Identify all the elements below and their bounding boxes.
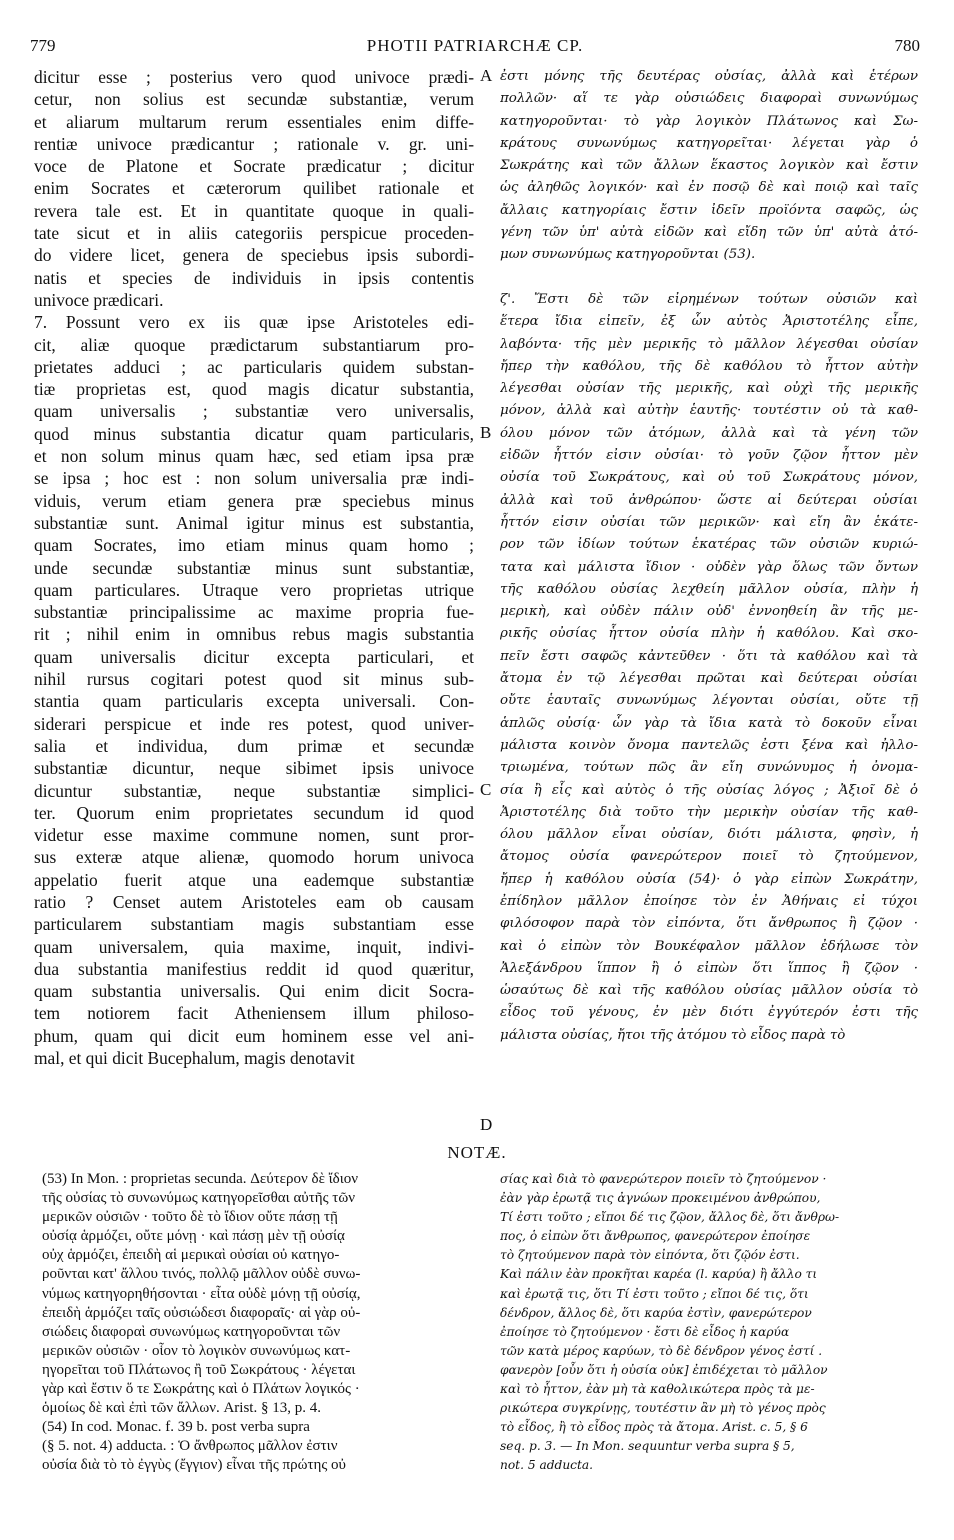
text-line: Τί ἐστι τοῦτο ; εἴποι δέ τις ζῷον, ἄλλος δὲ, ὅτι ἄνθρω- [500,1210,840,1225]
text-line: πος, ὁ εἰπὼν ὅτι ἄνθρωπος, φανερώτερον ἐποίησε [500,1229,811,1244]
text-line: appelatio fuerit atque una eademque substantiæ [34,869,474,890]
text-line: voce de Platone et Socrate prædicatur ; dicitur [34,156,474,177]
text-line: μερικῶν οὐσιῶν · τοῦτο δὲ τὸ ἴδιον οὔτε πάσῃ τῇ [42,1209,338,1226]
text-line: univoce prædicari. [34,289,164,310]
text-line: rit ; nihil enim in omnibus rebus magis substantia [34,624,474,645]
text-line: μόνον, ἀλλὰ καὶ αὐτὴν ἑαυτῆς· τουτέστιν οὐ τὰ καθ- [500,403,918,419]
text-line: et aliarum multarum rerum essentiales enim diffe- [34,111,474,132]
text-line: οὔτε ἑαυταῖς συνωνύμως λέγονται οὐσίαι, οὔτε τῇ [500,693,918,709]
greek-column [500,66,918,1047]
text-line: tem notiorem facit Atheniensem illum philoso- [34,1003,474,1024]
text-line: ζ'. Ἔστι δὲ τῶν εἰρημένων τούτων οὐσιῶν καὶ [500,291,918,307]
text-line: not. 5 adducta. [500,1458,594,1473]
text-line: τῶν κατὰ μέρος καρύων, τὸ δὲ δένδρον γένος ἐστί . [500,1343,823,1358]
text-line: ratio ? Censet autem Aristoteles eam ob causam [34,891,474,912]
text-line: ροῦνται κατ' ἄλλου τινός, πολλῷ μᾶλλον οὐδὲ συνω- [42,1266,361,1283]
text-line: ἐποίησε τὸ ζητούμενον · ἔστι δὲ εἶδος ἡ καρύα [500,1324,790,1339]
notes-left-column [42,1170,472,1476]
text-line: τὸ εἶδος, ἢ τὸ εἶδος πρὸς τὰ ἄτομα. Arist. c. 5, § 6 [500,1420,808,1435]
text-line: γένη τῶν ὑπ' αὐτὰ εἰδῶν καὶ εἴδη τῶν ὑπ' αὐτὰ ἀτό- [500,225,918,241]
text-line: ὡς ἀληθῶς λογικόν· καὶ ἐν ποσῷ δὲ καὶ ποιῷ καὶ ταῖς [500,180,918,196]
text-line: prietates adduci ; ac particularis quidem substan- [34,356,474,377]
text-line: μων συνωνύμως κατηγοροῦνται (53). [500,247,756,263]
text-line: ἐὰν γὰρ ἐρωτᾷ τις ἀγνώων προκειμένου ἀνθρώπου, [500,1191,821,1206]
text-line: μερικὴ, καὶ οὐδὲν πάλιν οὐδ' ἐννοηθείη ἂν τῆς με- [500,604,918,620]
text-line: τῆς οὐσίας τὸ συνωνύμως κατηγορεῖσθαι αὐτῆς τῶν [42,1190,355,1207]
text-line: καὶ ὁ εἰπὼν τὸν Βουκέφαλον μᾶλλον ἐδήλωσε τὸν [500,938,918,954]
text-line: οὐσία διὰ τὸ τὸ ἐγγὺς (ἔγγιον) εἶναι τῆς πρώτης οὐ [42,1457,346,1474]
page-number-left: 779 [30,36,56,55]
text-line: viduis, verum etiam genera præ speciebus minus [34,490,474,511]
text-line: όλου μᾶλλον εἶναι οὐσίαν, διότι μάλιστα, φησὶν, ἡ [500,827,918,843]
text-line: πολλῶν· αἵ τε γὰρ οὐσιώδεις διαφοραὶ συνωνύμως [500,91,918,107]
text-line: φιλόσοφον παρὰ τὸν εἰπόντα, ὅτι ἄνθρωπος ἢ ζῷον · [500,916,918,932]
text-line: οὐσίᾳ ἁρμόζει, οὔτε μόνῃ · καὶ πάσῃ μὲν τῇ οὐσίᾳ [42,1228,345,1245]
text-line: ter. Quorum enim proprietates secundum id quod [34,802,474,823]
text-line: quod minus substantia dicatur quam particularis, [34,423,474,444]
text-line: quam substantia universalis. Qui enim dicit Socra- [34,981,474,1002]
text-line: enim Socrates et cæterorum quilibet rationale et [34,178,474,199]
text-line: καὶ ἐρωτᾷ τις, ὅτι Τί ἐστι τοῦτο ; εἴποι δέ τις, ὅτι [500,1286,809,1301]
text-line: quam universalem, quia maxime, inquit, indivi- [34,936,474,957]
text-line: εἶδος τοῦ γένους, ἐν μὲν διότι ἐγγύτερόν ἐστι τῆς [500,1005,918,1021]
text-line: ἄτομος οὐσία φανερώτερον ποιεῖ τὸ ζητούμενον, [500,849,918,865]
text-line: λαβόντα· τῆς μὲν μερικῆς τὸ μᾶλλον λέγεσθαι οὐσίαν [500,336,918,352]
text-line: οὐχ ἁρμόζει, ἐπειδὴ αἱ μερικαὶ οὐσίαι οὐ κατηγο- [42,1247,340,1264]
text-line: ρικῆς οὐσίας ἧττον οὐσία πλὴν ἡ καθόλου. Καὶ σκο- [500,626,918,642]
text-line: κράτους συνωνύμως κατηγορεῖται· λέγεται γὰρ ὁ [500,135,918,151]
text-line: ἀλλὰ καὶ τοῦ ἀνθρώπου· ὥστε αἱ δεύτεραι οὐσίαι [500,492,918,508]
text-line: mal, et qui dicit Bucephalum, magis denotavit [34,1048,355,1069]
page-number-right: 780 [894,36,920,55]
text-line: cit, aliæ quoque prædictarum substantiarum pro- [34,334,474,355]
text-line: seq. p. 3. — In Mon. sequuntur verba supra § 5, [500,1439,795,1454]
text-line: Σωκράτης καὶ τῶν ἄλλων ἕκαστος λογικὸν καὶ ἔστιν [500,158,918,174]
text-line: natis et species de individuis in ipsis contentis [34,267,474,288]
text-line: (54) In cod. Monac. f. 39 b. post verba supra [42,1419,310,1436]
text-line: ἤπερ τὴν καθόλου, τῆς δὲ καθόλου τὸ ἧττον αὐτὴν [500,358,918,374]
text-line: ἕτερα ἴδια εἰπεῖν, ἐξ ὧν αὐτὸς Ἀριστοτέλης εἶπε, [500,314,918,330]
text-line: nihil rursus cogitari potest quod sit minus sub- [34,669,474,690]
text-line: τῆς καθόλου οὐσίας λεχθείη μᾶλλον οὐσία, πλὴν ἡ [500,581,918,597]
text-line: quam universalis ; substantiæ vero universalis, [34,401,474,422]
text-line: ἄτομα ἐν τῷ λέγεσθαι πρῶται καὶ δεύτεραι οὐσίαι [500,671,918,687]
notes-heading: NOTÆ. [447,1143,507,1162]
text-line: εἰδῶν ἧττόν εἰσιν οὐσίαι· τὸ γοῦν ζῷον ἧττον μὲν [500,448,918,464]
text-line: ἤπερ ἡ καθόλου οὐσία (54)· ὁ γὰρ εἰπὼν Σωκράτην, [500,871,918,887]
text-line: substantiæ sunt. Animal igitur minus est substantia, [34,512,474,533]
text-line: tiæ proprietas est, quod magis dicatur substantia, [34,379,474,400]
text-line: ἐπειδὴ ἁρμόζει ταῖς οὐσιώδεσι διαφοραῖς· αἱ γὰρ οὐ- [42,1304,361,1321]
text-line: et non solum minus quam hæc, sed etiam ipsa præ [34,446,474,467]
text-line: cetur, non solius est secundæ substantiæ, verum [34,89,474,110]
text-line: ἄλλαις κατηγορίαις ἔστιν ἰδεῖν προϊόντα σαφῶς, ὡς [500,202,918,218]
text-line: ὁμοίως δὲ καὶ ἐπὶ τῶν ἄλλων. Arist. § 13, p. 4. [42,1400,321,1417]
text-line: όλου μόνον τῶν ἀτόμων, ἀλλὰ καὶ τὰ γένη τῶν [500,425,918,441]
text-line: ἁπλῶς οὐσίᾳ· ὧν γὰρ τὰ ἴδια κατὰ τὸ δοκοῦν εἶναι [500,715,918,731]
text-line: πεῖν ἔστι σαφῶς κἀντεῦθεν · ὅτι τὰ καθόλου καὶ τὰ [500,648,918,664]
text-line: ρικώτερα συγκρίνῃς, τουτέστιν ἂν μὴ τὸ γένος πρὸς [500,1401,826,1416]
text-line: ἐπίδηλον μᾶλλον ἐποίησε τὸν ἐν Ἀθήναις εἰ τύχοι [500,893,918,909]
text-line: particularem substantiam magis substantiam esse [34,914,474,935]
text-line: salia et individua, dum primæ et secundæ [34,735,474,756]
text-line: dua substantia manifestius reddit id quod quæritur, [34,958,474,979]
text-line: 7. Possunt vero ex iis quæ ipse Aristoteles edi- [34,312,474,333]
text-line: stantia quam particularis excepta universali. Con- [34,691,474,712]
text-line: φανερὸν [οὖν ὅτι ἡ οὐσία οὐκ] ἐπιδέχεται τὸ μᾶλλον [500,1362,828,1377]
text-line: Ἀλεξάνδρου ἵππον ἢ ὁ εἰπὼν ὅτι ἵππος ἢ ζῷον · [500,960,918,976]
text-line: se ipsa ; hoc est : non solum universalia præ indi- [34,468,474,489]
text-line: σία ἢ εἷς καὶ αὐτὸς ὁ τῆς οὐσίας λόγος ; Ἀξιοῖ δὲ ὁ [500,782,918,798]
text-line: (§ 5. not. 4) adducta. : Ὁ ἄνθρωπος μᾶλλον ἐστιν [42,1438,338,1455]
text-line: dicuntur substantiæ, neque substantiæ simplici- [34,780,474,801]
text-line: ρον τῶν ἰδίων τούτων ἑκατέρας τῶν οὐσιῶν κυριώ- [500,537,918,553]
text-line: unde secundæ substantiæ minus sunt substantiæ, [34,557,474,578]
text-line: ἧττόν εἰσιν οὐσίαι τῶν μερικῶν· καὶ εἴη ἂν ἑκάτε- [500,514,918,530]
text-line: revera tale est. Et in quantitate quoque in quali- [34,200,474,221]
text-line: (53) In Mon. : proprietas secunda. Δεύτερον δὲ ἴδιον [42,1171,359,1187]
text-line: μάλιστα κοινὸν ὄνομα παντελῶς ἐστι ξένα καὶ ἠλλο- [500,737,918,753]
text-line: substantiæ dicuntur, neque sibimet ipsis univoce [34,758,474,779]
text-line: tate sicut et in aliis categoriis perspicue proceden- [34,223,474,244]
margin-letter-a: A [480,66,493,85]
text-line: σίας καὶ διὰ τὸ φανερώτερον ποιεῖν τὸ ζητούμενον · [500,1172,827,1186]
text-line: videtur esse maxime commune nomen, sunt pror- [34,825,474,846]
text-line: οὐσία τοῦ Σωκράτους, καὶ οὐ τοῦ Σωκράτους μόνον, [500,470,918,486]
notes-right-column [500,1170,918,1476]
running-header [30,36,920,62]
text-line: μερικῶν οὐσιῶν · οἷον τὸ λογικὸν συνωνύμως κατ- [42,1342,351,1359]
text-line: σιώδεις διαφοραὶ συνωνύμως κατηγοροῦνται τῶν [42,1323,341,1340]
margin-letter-d: D [480,1115,493,1134]
text-line: κατηγοροῦνται· τὸ γὰρ λογικὸν Πλάτωνος καὶ Σω- [500,113,918,129]
text-line: Ἀριστοτέλης διὰ τοῦτο τὴν μερικὴν οὐσίαν τῆς καθ- [500,804,918,820]
text-line: sus exteræ atque alienæ, quomodo horum univoca [34,847,474,868]
text-line: dicitur esse ; posterius vero quod univoce prædi- [34,67,474,87]
text-line: do videre licet, genera de speciebus ipsis subordi- [34,245,474,266]
text-line: γὰρ καὶ ἔστιν ὅ τε Σωκράτης καὶ ὁ Πλάτων λογικός · [42,1381,360,1398]
text-line: δένδρον, ἄλλος δὲ, ὅτι καρύα ἐστὶν, φανερώτερον [500,1305,812,1320]
text-line: τὸ ζητούμενον παρὰ τὸν εἰπόντα, ὅτι ζῷόν ἐστι. [500,1248,800,1263]
text-line: quam Socrates, imo etiam minus quam homo ; [34,535,474,556]
text-line: ἐστι μόνης τῆς δευτέρας οὐσίας, ἀλλὰ καὶ ἑτέρων [500,69,918,84]
text-line: τατα καὶ μάλιστα ἴδιον · οὐδὲν γὰρ ὅλως τῶν ὄντων [500,559,918,575]
text-line: καὶ τὸ ἧττον, ἐὰν μὴ τὰ καθολικώτερα πρὸς τὰ με- [500,1382,815,1397]
text-line: rentiæ univoce prædicantur ; rationale v. gr. uni- [34,133,474,154]
text-line: substantiæ principalissime ac maxime propria fue- [34,602,474,623]
latin-column [34,66,474,1069]
running-title: PHOTII PATRIARCHÆ CP. [366,36,584,55]
text-line: τριωμένα, τούτων πῶς ἂν εἴη συνώνυμος ἡ ὀνομα- [500,760,918,776]
text-line: quam particulares. Utraque vero proprietas utrique [34,579,474,600]
text-line: ηγορεῖται τοῦ Πλάτωνος ἢ τοῦ Σωκράτους · λέγεται [42,1361,356,1378]
margin-letter-c: C [480,780,492,799]
text-line: μάλιστα οὐσίας, ἤτοι τῆς ἀτόμου τὸ εἶδος παρὰ τὸ [500,1027,846,1043]
text-line: siderari perspicue et inde res potest, quod univer- [34,713,474,734]
text-line: quam universalis dicitur excepta particulari, et [34,646,474,667]
text-line: νύμως κατηγορηθήσονται · εἶτα οὐδὲ μόνῃ τῇ οὐσίᾳ, [42,1285,361,1302]
margin-letter-b: B [480,423,492,442]
text-line: λέγεσθαι οὐσίαν τῆς μερικῆς, καὶ οὐχὶ τῆς μερικῆς [500,381,918,397]
text-line: ὡσαύτως δὲ καὶ τῆς καθόλου οὐσίας μᾶλλον οὐσία τὸ [500,983,918,999]
text-line: phum, quam qui dicit eum hominem esse vel ani- [34,1025,474,1046]
text-line: Καὶ πάλιν ἐὰν προκῆται καρέα (l. καρύα) ἢ ἄλλο τι [500,1267,818,1282]
